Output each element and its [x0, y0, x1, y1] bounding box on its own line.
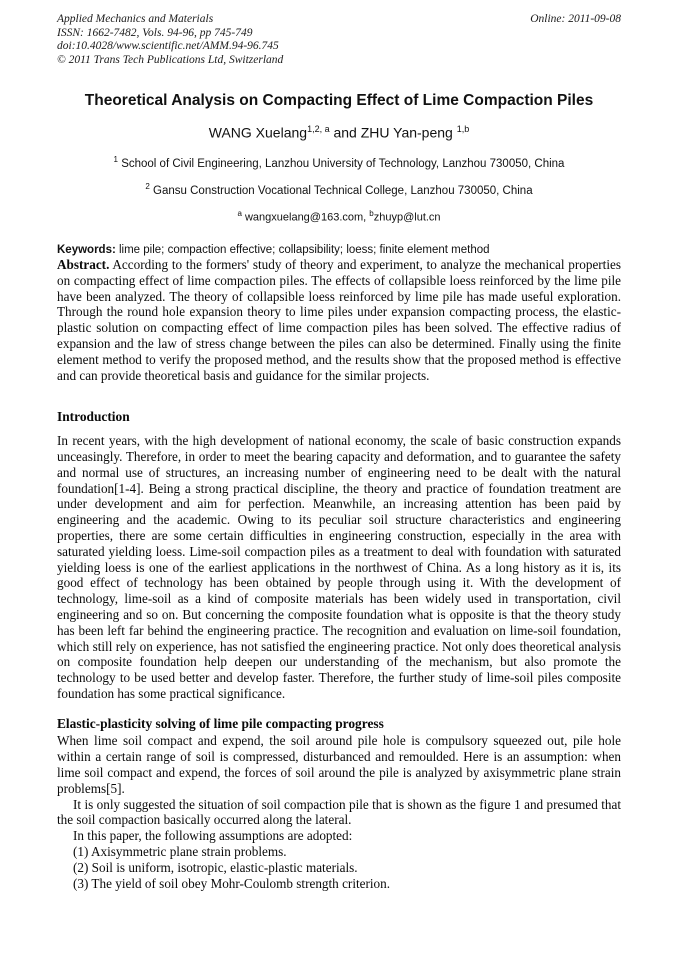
abstract-text: According to the formers' study of theory and experiment, to analyze the mechanical properties on compacting effect of lime compaction piles. The effects of collapsible loess reinforced by the lime pile have been analyzed. The theory of collapsible loess reinforced by lime pile has made useful exploration. Through the round hole expansion theory to lime piles under expansion compacting process, the elastic-plastic solution on compacting effect of lime compaction piles has been solved. The effective radius of expansion and the law of stress change between the piles can also be determined. Finally using the finite element method to verify the proposed method, and the results show that the proposed method is effective and can provide theoretical basis and guidance for the similar projects.: [57, 256, 621, 383]
abstract-paragraph: [57, 257, 621, 383]
online-date: Online: 2011-09-08: [530, 13, 621, 25]
affiliation-1-text: School of Civil Engineering, Lanzhou University of Technology, Lanzhou 730050, China: [121, 157, 565, 170]
assumption-item-1: (1) Axisymmetric plane strain problems.: [73, 844, 287, 860]
author-2-superscript: 1,b: [456, 124, 470, 134]
author-1-superscript: 1,2, a: [307, 124, 330, 134]
email-a-address: wangxuelang@163.com,: [244, 211, 370, 224]
authors-conjunction: and: [329, 124, 361, 141]
elastic-paragraph-1: When lime soil compact and expend, the soil around pile hole is compulsory squeezed out, pile hole within a certain range of soil is compressed, disturbanced and remoulded. Here is an assumption: when lime soil compact and expend, the forces of soil around the pile is analyzed by axisymmetric plane strain problems[5].: [57, 733, 621, 796]
email-b-superscript: b: [369, 209, 374, 219]
abstract-label: Abstract.: [57, 256, 110, 272]
section-heading-introduction: Introduction: [57, 409, 130, 425]
affiliation-1: [57, 153, 621, 171]
email-b-address: zhuyp@lut.cn: [373, 211, 441, 224]
author-emails-line: [57, 207, 621, 225]
affiliation-2-text: Gansu Construction Vocational Technical College, Lanzhou 730050, China: [153, 185, 533, 198]
assumption-item-2: (2) Soil is uniform, isotropic, elastic-plastic materials.: [73, 859, 358, 875]
affiliation-2: [57, 180, 621, 198]
authors-line: [57, 121, 621, 142]
publication-header: [57, 13, 621, 67]
assumption-item-3: (3) The yield of soil obey Mohr-Coulomb strength criterion.: [73, 875, 391, 891]
section-heading-elastic-plasticity: Elastic-plasticity solving of lime pile compacting progress: [57, 715, 384, 731]
doi-line: doi:10.4028/www.scientific.net/AMM.94-96.745: [57, 40, 279, 52]
author-2-name: ZHU Yan-peng: [360, 124, 457, 141]
introduction-paragraph: In recent years, with the high development of national economy, the scale of basic construction expands unceasingly. Therefore, in order to meet the bearing capacity and deformation, and to guarantee the safety and normal use of structures, an increasing number of engineering need to be dealt with the natural foundation[1-4]. Being a strong practical discipline, the theory and practice of foundation treatment are under development and aim for perfection. Meanwhile, an increasing attention has been paid by engineering and the academic. Owing to its peculiar soil structure characteristics and engineering properties, there are some certain difficulties in engineering construction, especially in the area with saturated yielding loess. Lime-soil compaction piles as a treatment to deal with foundation with saturated yielding loess is one of the earliest applications in the northwest of China. As a long history as it is, its good effect of technology has been obtained by people through using it. With the development of technology, lime-soil as a kind of composite materials has been widely used in transportation, civil engineering and so on. But concerning the composite foundation what is opposite is that the theory study has been left far behind the engineering practice. The recognition and evaluation on lime-soil foundation, which still rely on experience, has not satisfied the engineering practice. Not only does theoretical analysis on composite foundation help deepen our understanding of the mechanism, but also promote the technology to be used better and develop faster. Therefore, the further study of lime-soil piles composite foundation has some practical significance.: [57, 433, 621, 701]
elastic-paragraph-2: It is only suggested the situation of soil compaction pile that is shown as the figure 1 and presumed that the soil compaction basically occurred along the lateral.: [57, 796, 621, 828]
publication-info: [57, 13, 283, 67]
journal-title: Applied Mechanics and Materials: [57, 13, 214, 25]
keywords-line: [57, 243, 621, 257]
affiliation-2-superscript: 2: [145, 182, 150, 192]
paper-title: Theoretical Analysis on Compacting Effect of Lime Compaction Piles: [84, 92, 594, 109]
keywords-label: Keywords:: [57, 243, 116, 256]
affiliation-1-superscript: 1: [113, 154, 118, 164]
copyright-line: © 2011 Trans Tech Publications Ltd, Switzerland: [57, 53, 284, 66]
email-a-superscript: a: [237, 209, 242, 219]
issn-volume-pages: ISSN: 1662-7482, Vols. 94-96, pp 745-749: [57, 26, 253, 39]
keywords-text: lime pile; compaction effective; collapsibility; loess; finite element method: [115, 243, 490, 256]
author-1-name: WANG Xuelang: [208, 124, 308, 141]
elastic-paragraph-3: In this paper, the following assumptions are adopted:: [73, 828, 353, 844]
